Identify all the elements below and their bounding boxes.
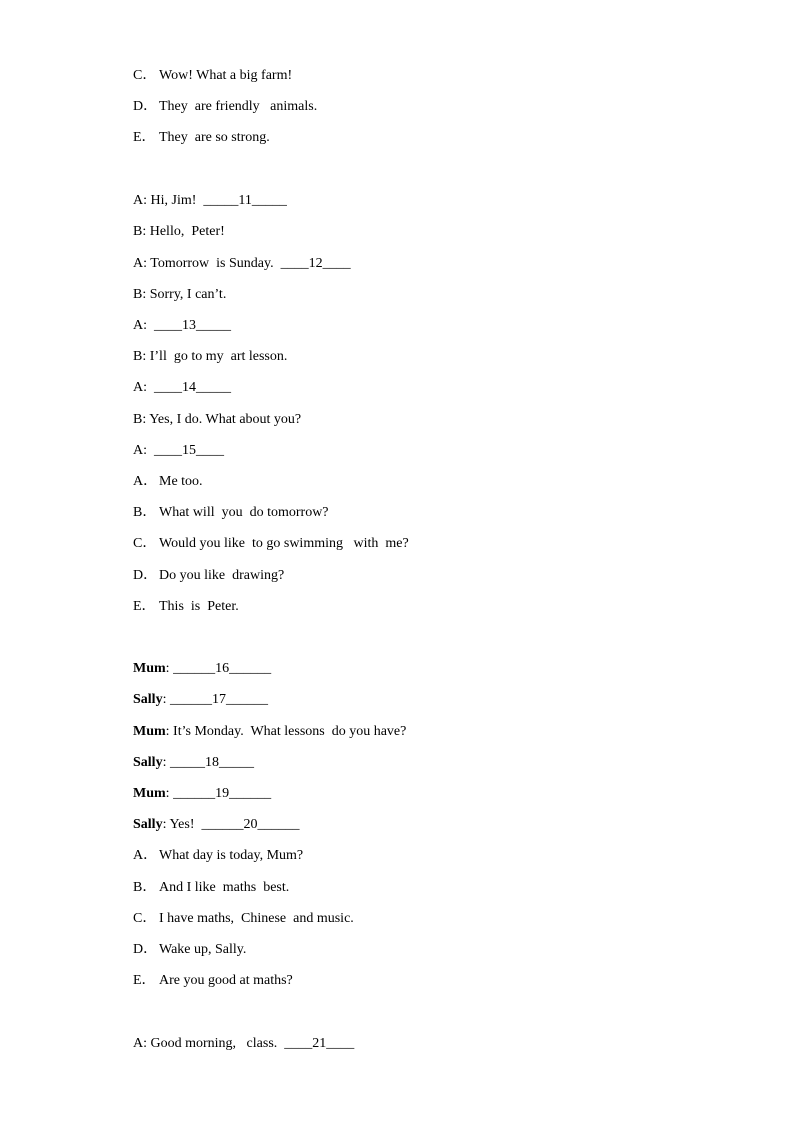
speaker: Mum — [133, 786, 166, 801]
option-line — [133, 472, 203, 492]
option-letter: A． — [133, 474, 158, 489]
option-line — [133, 909, 354, 929]
speaker: Sally — [133, 817, 163, 832]
option-text: Wow! What a big farm! — [159, 68, 293, 83]
answer-blank: ____14_____ — [154, 380, 231, 395]
line-text: : — [162, 755, 170, 770]
option-line — [133, 534, 409, 554]
answer-blank: ____13_____ — [154, 318, 231, 333]
line-text: Tomorrow is Sunday. — [147, 256, 281, 271]
option-line — [133, 503, 329, 523]
dialogue-line — [133, 410, 301, 430]
line-text — [147, 318, 154, 333]
speaker: Sally — [133, 755, 163, 770]
option-letter: C． — [133, 911, 157, 926]
speaker: A: — [133, 380, 147, 395]
option-letter: C． — [133, 536, 157, 551]
line-text: Yes, I do. What about you? — [146, 412, 302, 427]
speaker: A: — [133, 443, 147, 458]
speaker: Mum — [133, 661, 166, 676]
option-line — [133, 878, 289, 898]
option-text: And I like maths best. — [159, 880, 290, 895]
option-letter: B． — [133, 880, 157, 895]
option-text: They are friendly animals. — [159, 99, 318, 114]
option-text: Me too. — [159, 474, 203, 489]
option-letter: D． — [133, 99, 158, 114]
line-text — [147, 443, 154, 458]
speaker: B: — [133, 349, 147, 364]
dialogue-line — [133, 690, 268, 710]
dialogue-line — [133, 316, 231, 336]
option-letter: E． — [133, 130, 156, 145]
speaker: A: — [133, 256, 147, 271]
line-text: Hello, Peter! — [146, 224, 225, 239]
answer-blank: ______20______ — [201, 817, 300, 832]
option-letter: C． — [133, 68, 157, 83]
dialogue-line — [133, 815, 299, 835]
dialogue-line — [133, 285, 226, 305]
option-text: Would you like to go swimming with me? — [159, 536, 409, 551]
speaker: A: — [133, 318, 147, 333]
option-line — [133, 971, 293, 991]
line-text: : — [165, 786, 174, 801]
option-line — [133, 66, 292, 86]
dialogue-line — [133, 1034, 354, 1054]
line-text: : It’s Monday. What lessons do you have? — [165, 724, 407, 739]
answer-blank: ____15____ — [154, 443, 224, 458]
speaker: A: — [133, 193, 147, 208]
option-text: Do you like drawing? — [159, 568, 285, 583]
option-text: What day is today, Mum? — [159, 848, 304, 863]
line-text: : — [162, 692, 170, 707]
dialogue-line — [133, 659, 271, 679]
dialogue-line — [133, 441, 224, 461]
line-text: I’ll go to my art lesson. — [146, 349, 288, 364]
line-text: : Yes! — [162, 817, 202, 832]
option-line — [133, 846, 303, 866]
line-text: Hi, Jim! — [147, 193, 204, 208]
answer-blank: ______19______ — [173, 786, 272, 801]
option-text: What will you do tomorrow? — [159, 505, 329, 520]
option-text: I have maths, Chinese and music. — [159, 911, 354, 926]
option-line — [133, 597, 239, 617]
option-line — [133, 128, 270, 148]
answer-blank: _____18_____ — [169, 755, 254, 770]
option-letter: A． — [133, 848, 158, 863]
option-line — [133, 97, 317, 117]
option-text: Wake up, Sally. — [159, 942, 247, 957]
line-text: Sorry, I can’t. — [146, 287, 227, 302]
answer-blank: ____12____ — [280, 256, 351, 271]
line-text: Good morning, class. — [147, 1036, 285, 1051]
dialogue-line — [133, 347, 287, 367]
dialogue-line — [133, 753, 254, 773]
option-line — [133, 566, 284, 586]
option-text: They are so strong. — [159, 130, 270, 145]
speaker: B: — [133, 412, 147, 427]
dialogue-line — [133, 378, 231, 398]
speaker: A: — [133, 1036, 147, 1051]
option-letter: E． — [133, 599, 156, 614]
dialogue-line — [133, 254, 351, 274]
option-letter: D． — [133, 942, 158, 957]
answer-blank: ____21____ — [284, 1036, 355, 1051]
option-text: Are you good at maths? — [159, 973, 293, 988]
answer-blank: ______17______ — [169, 692, 268, 707]
speaker: Sally — [133, 692, 163, 707]
option-letter: E． — [133, 973, 156, 988]
speaker: Mum — [133, 724, 166, 739]
dialogue-line — [133, 191, 287, 211]
option-letter: D． — [133, 568, 158, 583]
line-text — [147, 380, 154, 395]
speaker: B: — [133, 287, 147, 302]
speaker: B: — [133, 224, 147, 239]
answer-blank: ______16______ — [173, 661, 272, 676]
dialogue-line — [133, 222, 225, 242]
answer-blank: _____11_____ — [203, 193, 287, 208]
option-letter: B． — [133, 505, 157, 520]
dialogue-line — [133, 784, 271, 804]
line-text: : — [165, 661, 174, 676]
option-text: This is Peter. — [159, 599, 239, 614]
option-line — [133, 940, 246, 960]
dialogue-line — [133, 722, 406, 742]
